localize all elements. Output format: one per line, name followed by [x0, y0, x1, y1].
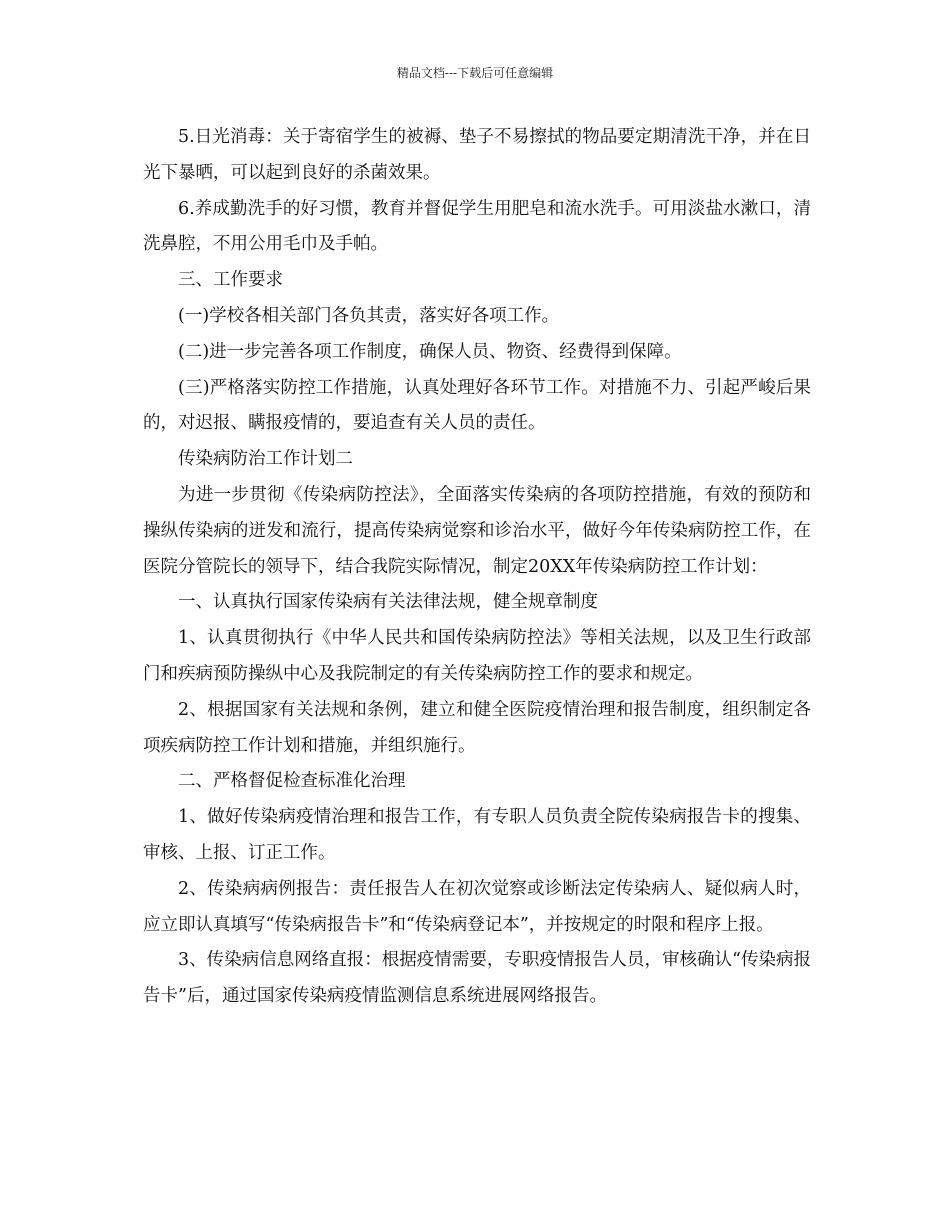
page-header: 精品文档---下载后可任意编辑: [396, 66, 554, 80]
paragraph: 1、认真贯彻执行《中华人民共和国传染病防控法》等相关法规，以及卫生行政部门和疾病预防操纵中心及我院制定的有关传染病防控工作的要求和规定。: [143, 628, 811, 684]
section-heading: 二、严格督促检查标准化治理: [178, 771, 406, 792]
section-heading: 一、认真执行国家传染病有关法律法规，健全规章制度: [178, 592, 598, 613]
paragraph: 为进一步贯彻《传染病防控法》，全面落实传染病的各项防控措施，有效的预防和操纵传染病的迸发和流行，提高传染病觉察和诊治水平，做好今年传染病防控工作，在医院分管院长的领导下，结合我院实际情况，制定20XX年传染病防控工作计划：: [143, 484, 811, 577]
document-body: [143, 120, 811, 1015]
paragraph: 6.养成勤洗手的好习惯，教育并督促学生用肥皂和流水洗手。可用淡盐水漱口，清洗鼻腔，不用公用毛巾及手帕。: [143, 198, 811, 255]
paragraph: 1、做好传染病疫情治理和报告工作，有专职人员负责全院传染病报告卡的搜集、审核、上报、订正工作。: [143, 807, 811, 863]
paragraph: 5.日光消毒：关于寄宿学生的被褥、垫子不易擦拭的物品要定期清洗干净，并在日光下暴晒，可以起到良好的杀菌效果。: [143, 127, 811, 183]
paragraph: 2、根据国家有关法规和条例，建立和健全医院疫情治理和报告制度，组织制定各项疾病防控工作计划和措施，并组织施行。: [143, 699, 811, 756]
paragraph: 2、传染病病例报告：责任报告人在初次觉察或诊断法定传染病人、疑似病人时，应立即认真填写“传染病报告卡”和“传染病登记本”，并按规定的时限和程序上报。: [143, 878, 811, 935]
paragraph: (三)严格落实防控工作措施，认真处理好各环节工作。对措施不力、引起严峻后果的，对迟报、瞒报疫情的，要追查有关人员的责任。: [143, 377, 811, 434]
paragraph: (二)进一步完善各项工作制度，确保人员、物资、经费得到保障。: [178, 341, 682, 362]
section-heading: 三、工作要求: [178, 270, 283, 291]
document-subtitle: 传染病防治工作计划二: [178, 449, 353, 470]
paragraph: 3、传染病信息网络直报：根据疫情需要，专职疫情报告人员，审核确认“传染病报告卡”后，通过国家传染病疫情监测信息系统进展网络报告。: [143, 950, 811, 1007]
paragraph: (一)学校各相关部门各负其责，落实好各项工作。: [178, 305, 560, 326]
